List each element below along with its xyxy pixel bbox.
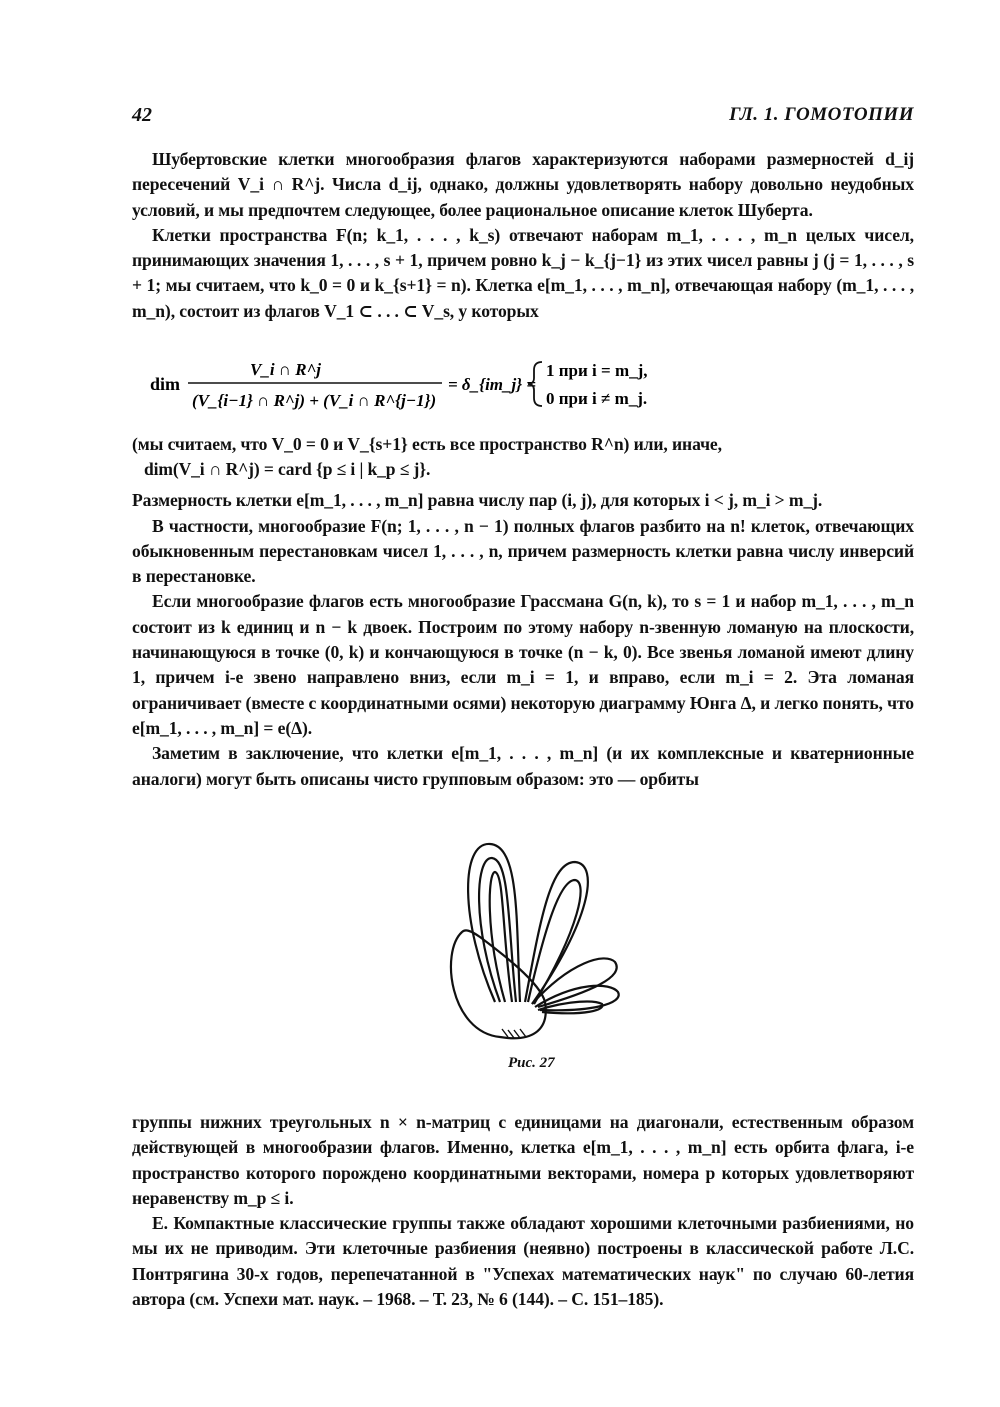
formula-numerator: V_i ∩ R^j <box>250 360 322 379</box>
formula-denominator: (V_{i−1} ∩ R^j) + (V_i ∩ R^{j−1}) <box>192 391 437 410</box>
formula-dim: dim <box>150 374 181 394</box>
paragraph: Размерность клетки e[m_1, . . . , m_n] равна числу пар (i, j), для которых i < j, m_i > m_j. <box>132 490 823 511</box>
figure-27 <box>420 832 650 1062</box>
formula-card: dim(V_i ∩ R^j) = card {p ≤ i | k_p ≤ j}. <box>144 459 431 480</box>
formula-case-1: 1 при i = m_j, <box>546 361 648 380</box>
paragraph: группы нижних треугольных n × n-матриц с единицами на диагонали, естественным образом действующей в многообразии флагов. Именно, клетка e[m_1, . . . , m_n] есть орбита флага, i-е пространство которого порождено координатными векторами, номера p которых удовлетворяют неравенству m_p ≤ i. <box>132 1112 914 1208</box>
paragraph: В частности, многообразие F(n; 1, . . . , n − 1) полных флагов разбито на n! клеток, отвечающих обыкновенным перестановкам чисел 1, . . . , n, причем размерность клетки равна числу инверсий в перестановке. <box>132 515 914 587</box>
figure-caption: Рис. 27 <box>508 1055 555 1071</box>
text-block-middle <box>132 432 914 792</box>
bouquet-of-loops-figure <box>420 832 650 1062</box>
text-block-bottom <box>132 1110 914 1312</box>
running-head: ГЛ. 1. ГОМОТОПИИ <box>729 104 914 125</box>
paragraph: E. Компактные классические группы также обладают хорошими клеточными разбиениями, но мы их не приводим. Эти клеточные разбиения (неявно) построены в классической работе Л.С. Понтрягина 30-х годов, перепечатанной в "Успехах математических наук" по случаю 60-летия автора (см. Успехи мат. наук. – 1968. – Т. 23, № 6 (144). – С. 151–185). <box>132 1213 914 1310</box>
page-number: 42 <box>132 104 152 126</box>
page-header <box>132 104 914 130</box>
paragraph: Шубертовские клетки многообразия флагов характеризуются наборами размерностей d_ij пересечений V_i ∩ R^j. Числа d_ij, однако, должны удовлетворять набору довольно неудобных условий, и мы предпочтем следующее, более рациональное описание клеток Шуберта. <box>132 149 914 220</box>
paragraph: Клетки пространства F(n; k_1, . . . , k_s) отвечают наборам m_1, . . . , m_n целых чисел, принимающих значения 1, . . . , s + 1, причем ровно k_j − k_{j−1} из этих чисел равны j (j = 1, . . . , s + 1; мы считаем, что k_0 = 0 и k_{s+1} = n). Клетка e[m_1, . . . , m_n], отвечающая набору (m_1, . . . , m_n), состоит из флагов V_1 ⊂ . . . ⊂ V_s, у которых <box>132 224 914 321</box>
formula-case-2: 0 при i ≠ m_j. <box>546 389 648 408</box>
formula-dim-fraction <box>150 350 710 420</box>
paragraph: Если многообразие флагов есть многообразие Грассмана G(n, k), то s = 1 и набор m_1, . . . , m_n состоит из k единиц и n − k двоек. Построим по этому набору n-звенную ломаную на плоскости, начинающуюся в точке (0, k) и кончающуюся в точке (n − k, 0). Все звенья ломаной имеют длину 1, причем i-е звено направлено вниз, если m_i = 1, и вправо, если m_i = 2. Эта ломаная ограничивает (вместе с координатными осями) некоторую диаграмму Юнга Δ, и легко понять, что e[m_1, . . . , m_n] = e(Δ). <box>132 591 914 738</box>
formula-delta: = δ_{im_j} = <box>448 375 537 394</box>
paragraph: Заметим в заключение, что клетки e[m_1, . . . , m_n] (и их комплексные и кватернионные аналоги) могут быть описаны чисто групповым образом: это — орбиты <box>132 743 914 789</box>
text-block-top <box>132 147 914 324</box>
formula-note: (мы считаем, что V_0 = 0 и V_{s+1} есть все пространство R^n) или, иначе, <box>132 434 722 454</box>
